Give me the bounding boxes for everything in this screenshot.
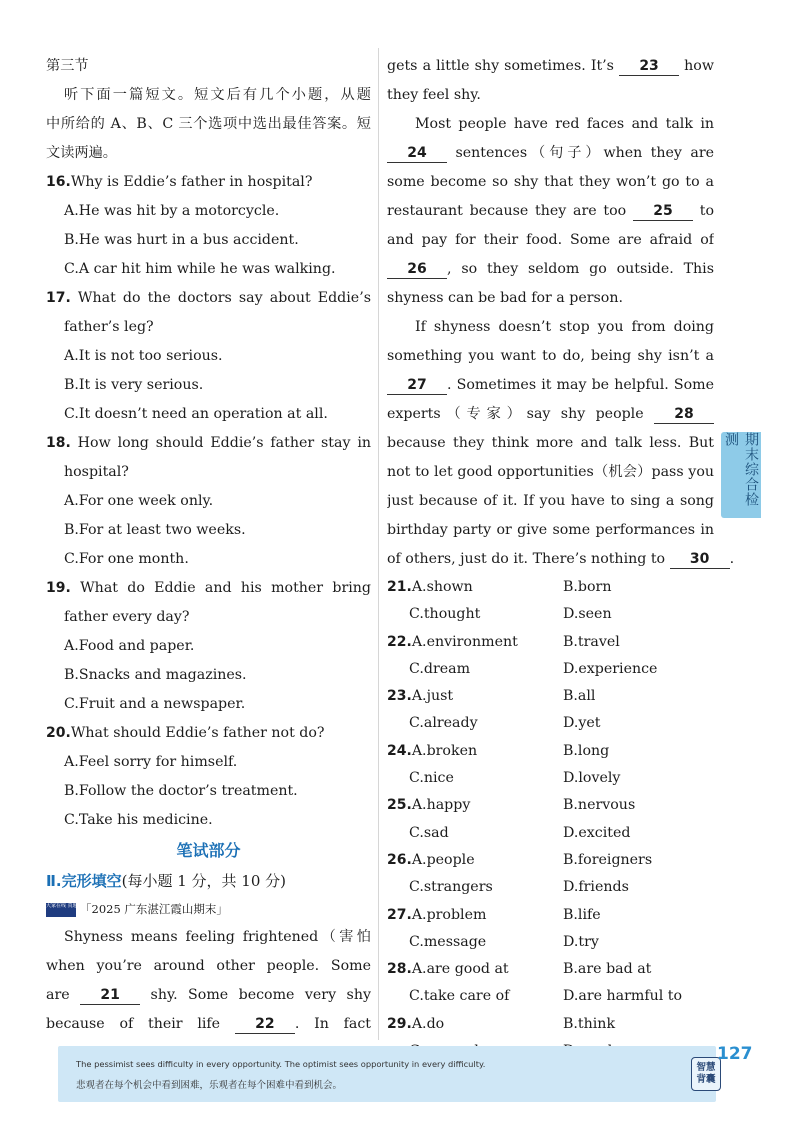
passage-line: are 21 shy. Some become very shy bbox=[46, 987, 371, 1003]
option-d[interactable]: D.try bbox=[563, 933, 599, 950]
option-a[interactable]: A.broken bbox=[411, 742, 478, 759]
option-row bbox=[387, 820, 714, 847]
option-number: 27. bbox=[387, 906, 412, 923]
option[interactable]: C.Fruit and a newspaper. bbox=[64, 696, 246, 712]
option-a[interactable]: A.are good at bbox=[411, 961, 509, 978]
option-b[interactable]: B.are bad at bbox=[563, 961, 652, 978]
question-20: 20.What should Eddie’s father not do? bbox=[46, 725, 325, 741]
option-row bbox=[387, 738, 714, 765]
question-18: 18. How long should Eddie’s father stay in bbox=[46, 435, 371, 451]
option[interactable]: A.It is not too serious. bbox=[64, 348, 223, 364]
option-row bbox=[387, 1011, 714, 1038]
option-number: 25. bbox=[387, 797, 412, 814]
option-a[interactable]: A.do bbox=[411, 1015, 445, 1032]
option-b[interactable]: B.long bbox=[563, 742, 610, 759]
option-b[interactable]: B.life bbox=[563, 906, 601, 923]
blank-22[interactable]: 22 bbox=[235, 1016, 295, 1034]
source-line: 大家在线 真题精选「2025 广东湛江霞山期末」 bbox=[46, 902, 228, 916]
question-16: 16.Why is Eddie’s father in hospital? bbox=[46, 174, 313, 190]
option[interactable]: A.For one week only. bbox=[64, 493, 214, 509]
option-a[interactable]: A.people bbox=[411, 851, 475, 868]
question-17-cont: father’s leg? bbox=[64, 319, 154, 335]
instructions-line-2: 中所给的 A、B、C 三个选项中选出最佳答案。短 bbox=[46, 116, 371, 132]
option-row bbox=[387, 956, 714, 983]
column-divider bbox=[378, 48, 379, 1040]
cloze-options bbox=[387, 574, 714, 1065]
option-row bbox=[387, 929, 714, 956]
passage-line: something you want to do, being shy isn’t a bbox=[387, 348, 714, 364]
option-b[interactable]: B.travel bbox=[563, 633, 620, 650]
passage-line: If shyness doesn’t stop you from doing bbox=[415, 319, 714, 335]
option-b[interactable]: B.born bbox=[563, 579, 612, 595]
option-a[interactable]: A.just bbox=[411, 688, 454, 705]
blank-24[interactable]: 24 bbox=[387, 145, 447, 163]
passage-line: 26 , so they seldom go outside. This bbox=[387, 255, 714, 284]
option-row bbox=[387, 983, 714, 1010]
option-row bbox=[387, 683, 714, 710]
option[interactable]: B.Snacks and magazines. bbox=[64, 667, 247, 683]
option-a[interactable]: A.happy bbox=[411, 797, 471, 814]
option-a[interactable]: A.environment bbox=[411, 633, 518, 650]
option[interactable]: B.He was hurt in a bus accident. bbox=[64, 232, 299, 248]
footer-quote-banner bbox=[58, 1046, 716, 1102]
question-17: 17. What do the doctors say about Eddie’s bbox=[46, 290, 371, 306]
option[interactable]: B.Follow the doctor’s treatment. bbox=[64, 783, 298, 799]
option-row bbox=[387, 792, 714, 819]
section-title: 第三节 bbox=[46, 58, 89, 74]
passage-line: Shyness means feeling frightened（害怕 bbox=[64, 929, 371, 945]
passage-line: because of their life 22 . In fact bbox=[46, 1016, 371, 1032]
option-number: 21. bbox=[387, 579, 412, 595]
option-number: 24. bbox=[387, 742, 412, 759]
option-c[interactable]: C.take care of bbox=[409, 988, 510, 1005]
option-c[interactable]: C.strangers bbox=[409, 879, 493, 896]
option-c[interactable]: C.nice bbox=[409, 770, 454, 787]
option-b[interactable]: B.think bbox=[563, 1015, 616, 1032]
passage-line: when you’re around other people. Some bbox=[46, 958, 371, 974]
passage-line: experts（专家）say shy people 28 bbox=[387, 400, 714, 429]
side-tab-final-test[interactable]: 期末综合检测 bbox=[721, 432, 761, 518]
option-a[interactable]: A.shown bbox=[411, 579, 473, 595]
option[interactable]: C.Take his medicine. bbox=[64, 812, 213, 828]
option-d[interactable]: D.seen bbox=[563, 606, 612, 623]
option-row bbox=[387, 574, 714, 601]
page-number: 127 bbox=[717, 1044, 753, 1064]
option-d[interactable]: D.lovely bbox=[563, 770, 621, 787]
option[interactable]: B.It is very serious. bbox=[64, 377, 204, 393]
option-row bbox=[387, 902, 714, 929]
passage-line: not to let good opportunities（机会）pass you bbox=[387, 464, 714, 480]
option-number: 29. bbox=[387, 1015, 412, 1032]
option[interactable]: A.Food and paper. bbox=[64, 638, 195, 654]
option[interactable]: B.For at least two weeks. bbox=[64, 522, 246, 538]
part-2-heading: Ⅱ.完形填空(每小题 1 分，共 10 分) bbox=[46, 872, 287, 890]
option-d[interactable]: D.experience bbox=[563, 660, 658, 677]
instructions-line-3: 文读两遍。 bbox=[46, 145, 117, 161]
option-row bbox=[387, 710, 714, 737]
option-d[interactable]: D.yet bbox=[563, 715, 601, 732]
option-b[interactable]: B.nervous bbox=[563, 797, 636, 814]
option-number: 26. bbox=[387, 851, 412, 868]
blank-26[interactable]: 26 bbox=[387, 261, 447, 279]
passage-line: birthday party or give some performances in bbox=[387, 522, 714, 538]
instructions-line-1: 听下面一篇短文。短文后有几个小题，从题 bbox=[64, 87, 371, 103]
source-tag-logo: 大家在线 真题精选 bbox=[46, 903, 76, 917]
passage-line: 24 sentences（句子）when they are bbox=[387, 139, 714, 168]
blank-30[interactable]: 30 bbox=[670, 551, 730, 569]
option[interactable]: C.It doesn’t need an operation at all. bbox=[64, 406, 328, 422]
option-b[interactable]: B.foreigners bbox=[563, 851, 653, 868]
blank-21[interactable]: 21 bbox=[80, 987, 140, 1005]
written-section-title: 笔试部分 bbox=[176, 841, 241, 860]
option-d[interactable]: D.excited bbox=[563, 824, 631, 841]
option[interactable]: C.A car hit him while he was walking. bbox=[64, 261, 336, 277]
option-c[interactable]: C.thought bbox=[409, 606, 481, 623]
blank-27[interactable]: 27 bbox=[387, 377, 447, 395]
option-c[interactable]: C.already bbox=[409, 715, 478, 732]
passage-line: some become so shy that they won’t go to a bbox=[387, 174, 714, 190]
option-row bbox=[387, 765, 714, 792]
option-row bbox=[387, 656, 714, 683]
option-number: 22. bbox=[387, 633, 412, 650]
option-row bbox=[387, 629, 714, 656]
option[interactable]: C.For one month. bbox=[64, 551, 189, 567]
option-row bbox=[387, 847, 714, 874]
option-d[interactable]: D.friends bbox=[563, 879, 629, 896]
blank-25[interactable]: 25 bbox=[633, 203, 693, 221]
passage-line: gets a little shy sometimes. It’s 23 how bbox=[387, 58, 714, 74]
option-d[interactable]: D.are harmful to bbox=[563, 988, 683, 1005]
option-number: 28. bbox=[387, 961, 412, 978]
question-18-cont: hospital? bbox=[64, 464, 129, 480]
passage-line: because they think more and talk less. But bbox=[387, 429, 714, 458]
option-row bbox=[387, 601, 714, 628]
passage-line: of others, just do it. There’s nothing to 30 . bbox=[387, 551, 735, 567]
passage-line: shyness can be bad for a person. bbox=[387, 290, 623, 306]
passage-line: just because of it. If you have to sing a song bbox=[387, 493, 714, 509]
blank-28[interactable]: 28 bbox=[654, 406, 714, 424]
passage-line: 27 . Sometimes it may be helpful. Some bbox=[387, 371, 714, 400]
quote-english: The pessimist sees difficulty in every opportunity. The optimist sees opportunity in every difficulty. bbox=[76, 1059, 486, 1069]
option[interactable]: A.He was hit by a motorcycle. bbox=[64, 203, 280, 219]
question-19: 19. What do Eddie and his mother bring bbox=[46, 580, 371, 596]
option-number: 23. bbox=[387, 688, 412, 705]
left-column bbox=[46, 52, 371, 1039]
question-19-cont: father every day? bbox=[64, 609, 190, 625]
quote-chinese: 悲观者在每个机会中看到困难，乐观者在每个困难中看到机会。 bbox=[76, 1080, 343, 1091]
passage-line: and pay for their food. Some are afraid of bbox=[387, 232, 714, 248]
passage-line: restaurant because they are too 25 to bbox=[387, 203, 714, 219]
passage-line: Most people have red faces and talk in bbox=[415, 116, 714, 132]
wisdom-badge-icon: 智慧背囊 bbox=[691, 1057, 721, 1091]
option-c[interactable]: C.sad bbox=[409, 824, 449, 841]
option-b[interactable]: B.all bbox=[563, 688, 596, 705]
blank-23[interactable]: 23 bbox=[619, 58, 679, 76]
option-c[interactable]: C.message bbox=[409, 933, 487, 950]
option-row bbox=[387, 874, 714, 901]
option-a[interactable]: A.problem bbox=[411, 906, 487, 923]
option[interactable]: A.Feel sorry for himself. bbox=[64, 754, 238, 770]
passage-line: they feel shy. bbox=[387, 87, 481, 103]
option-c[interactable]: C.dream bbox=[409, 660, 471, 677]
